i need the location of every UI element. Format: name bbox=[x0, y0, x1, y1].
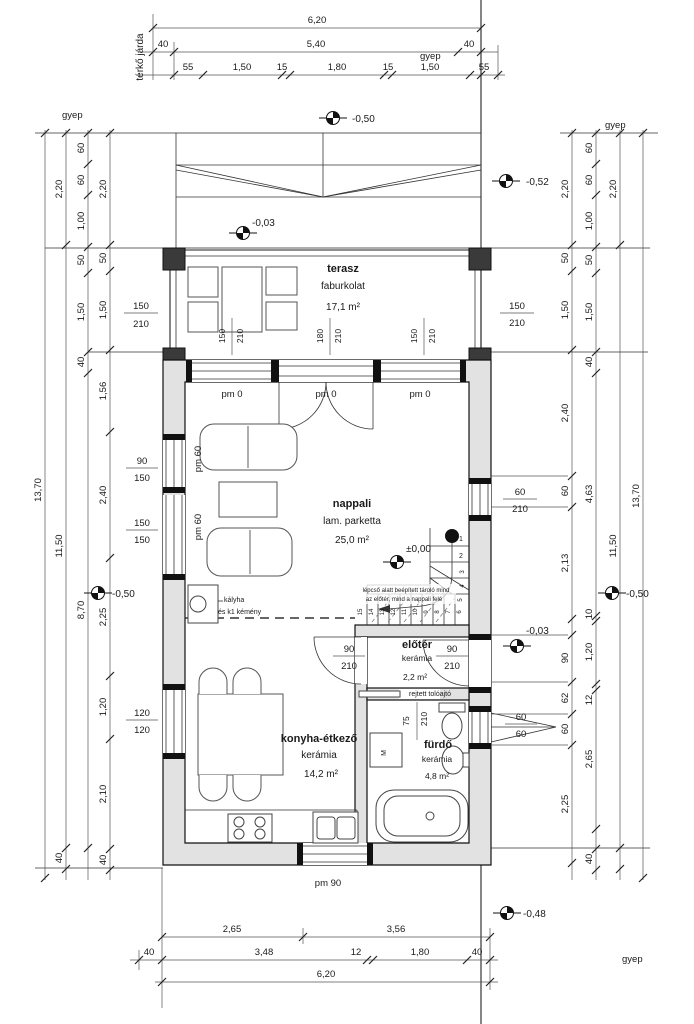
elevation-right: -0,50 bbox=[626, 589, 649, 600]
dim: 62 bbox=[560, 692, 571, 704]
room-furdo-name: fürdő bbox=[423, 739, 453, 751]
dim: 1,50 bbox=[584, 302, 595, 322]
opening-size: 210 bbox=[333, 328, 343, 344]
label-gyep-right: gyep bbox=[605, 120, 626, 131]
room-eloter-area: 2,2 m² bbox=[402, 672, 428, 682]
cooktop bbox=[228, 814, 272, 842]
label-pm60-2: pm 60 bbox=[193, 513, 204, 541]
dim: 3,48 bbox=[254, 947, 274, 958]
opening-size: 120 bbox=[134, 708, 150, 719]
label-pm0-3: pm 0 bbox=[409, 389, 431, 400]
stair-step: 3 bbox=[460, 570, 466, 574]
dim: 11,50 bbox=[608, 534, 619, 558]
dim: 1,20 bbox=[98, 697, 109, 717]
elevation-floor-zero: ±0,00 bbox=[406, 544, 431, 555]
opening-size: 150 bbox=[133, 301, 149, 312]
dim: 15 bbox=[382, 62, 394, 73]
dim: 8,70 bbox=[76, 600, 87, 620]
room-furdo-floor: kerámia bbox=[421, 754, 453, 764]
opening-size: 150 bbox=[134, 518, 150, 529]
dim: 50 bbox=[560, 252, 571, 264]
note-storage-2: az előtér, mind a nappali felé bbox=[365, 597, 443, 603]
dim: 40 bbox=[98, 854, 109, 866]
stair-step: 10 bbox=[413, 608, 419, 616]
dim: 12 bbox=[584, 694, 595, 706]
label-pm0-2: pm 0 bbox=[315, 389, 337, 400]
dim: 4,63 bbox=[584, 484, 595, 504]
opening-size: 75 bbox=[401, 716, 411, 726]
opening-size: 150 bbox=[509, 301, 525, 312]
dim: 60 bbox=[584, 174, 595, 186]
dim: 6,20 bbox=[316, 969, 336, 980]
stair-step: 5 bbox=[458, 598, 464, 602]
opening-size: 210 bbox=[235, 328, 245, 344]
dim: 60 bbox=[560, 485, 571, 497]
opening-size: 90 bbox=[343, 644, 355, 655]
dim: 40 bbox=[463, 39, 475, 50]
dim: 2,65 bbox=[584, 749, 595, 769]
dim: 1,80 bbox=[327, 62, 347, 73]
dim: 2,10 bbox=[98, 784, 109, 804]
dim: 60 bbox=[584, 142, 595, 154]
stair-step: 1 bbox=[459, 536, 463, 543]
dim: 40 bbox=[54, 852, 65, 864]
terrace-post bbox=[469, 248, 491, 270]
dim: 6,20 bbox=[307, 15, 327, 26]
note-kalyha-1: kályha bbox=[224, 597, 245, 604]
room-eloter-name: előtér bbox=[402, 639, 432, 651]
dim: 50 bbox=[76, 254, 87, 266]
terrace-table-set bbox=[188, 267, 297, 332]
dim: 60 bbox=[76, 174, 87, 186]
dim: 40 bbox=[584, 853, 595, 865]
dim: 1,50 bbox=[98, 300, 109, 320]
livingroom-furniture bbox=[200, 424, 297, 576]
stair-step: 14 bbox=[369, 608, 375, 616]
room-terasz-area: 17,1 m² bbox=[326, 302, 360, 313]
room-konyha-name: konyha-étkező bbox=[280, 733, 358, 745]
stair-step: 2 bbox=[459, 553, 463, 560]
opening-size: 90 bbox=[446, 644, 458, 655]
stair-step: 6 bbox=[457, 610, 463, 614]
room-nappali-area: 25,0 m² bbox=[335, 535, 369, 546]
room-terasz-floor: faburkolat bbox=[321, 281, 365, 292]
washing-machine bbox=[370, 733, 402, 767]
dim: 5,40 bbox=[306, 39, 326, 50]
opening-size: 150 bbox=[134, 473, 150, 484]
opening-size: 210 bbox=[419, 711, 429, 727]
dim: 1,56 bbox=[98, 381, 109, 401]
dim: 60 bbox=[76, 142, 87, 154]
room-konyha-area: 14,2 m² bbox=[304, 769, 338, 780]
stair-step: 8 bbox=[435, 610, 441, 614]
terrace-post bbox=[163, 348, 185, 360]
door-swings bbox=[279, 382, 469, 686]
dim: 40 bbox=[584, 356, 595, 368]
dim: 1,00 bbox=[584, 211, 595, 231]
dim: 2,20 bbox=[98, 179, 109, 199]
elevation-marker bbox=[598, 587, 626, 600]
stair-step: 13 bbox=[380, 608, 386, 616]
dim: 1,50 bbox=[76, 302, 87, 322]
dim: 1,80 bbox=[410, 947, 430, 958]
elevation-garden: -0,48 bbox=[523, 909, 546, 920]
label-pm60-1: pm 60 bbox=[193, 445, 204, 473]
elevation-marker bbox=[493, 907, 521, 920]
opening-size: 210 bbox=[509, 318, 525, 329]
dim: 3,56 bbox=[386, 924, 406, 935]
elevation-ramp-bottom: -0,03 bbox=[252, 218, 275, 229]
dim: 2,25 bbox=[560, 794, 571, 814]
sliding-door-panel bbox=[359, 691, 400, 697]
dim: 40 bbox=[157, 39, 169, 50]
label-pm0-1: pm 0 bbox=[221, 389, 243, 400]
dim: 2,20 bbox=[560, 179, 571, 199]
dim: 90 bbox=[560, 652, 571, 664]
room-nappali-floor: lam. parketta bbox=[323, 516, 381, 527]
dim: 13,70 bbox=[33, 478, 44, 502]
dim: 55 bbox=[478, 62, 490, 73]
label-gyep-left: gyep bbox=[62, 110, 83, 121]
dim: 12 bbox=[350, 947, 362, 958]
dim: 60 bbox=[560, 723, 571, 735]
elevation-left: -0,50 bbox=[112, 589, 135, 600]
dim: 13,70 bbox=[631, 484, 642, 508]
dim: 1,50 bbox=[232, 62, 252, 73]
label-gyep-bottom: gyep bbox=[622, 954, 643, 965]
dim: 2,20 bbox=[54, 179, 65, 199]
toilet-bowl bbox=[442, 713, 462, 739]
opening-size: 60 bbox=[515, 729, 527, 740]
elevation-marker bbox=[383, 556, 411, 569]
label-washer: M bbox=[381, 750, 388, 756]
elevation-marker bbox=[492, 175, 520, 188]
stair-start-dot bbox=[445, 529, 459, 543]
dim: 2,40 bbox=[560, 403, 571, 423]
dim: 11,50 bbox=[54, 534, 65, 558]
opening-size: 210 bbox=[444, 661, 460, 672]
dim: 15 bbox=[276, 62, 288, 73]
dim: 1,20 bbox=[584, 642, 595, 662]
opening-size: 150 bbox=[409, 328, 419, 344]
opening-size: 60 bbox=[514, 487, 526, 498]
toilet-tank bbox=[439, 703, 465, 712]
dim: 50 bbox=[584, 254, 595, 266]
elevation-marker bbox=[503, 640, 531, 653]
stair-step: 11 bbox=[402, 608, 408, 616]
room-konyha-floor: kerámia bbox=[301, 750, 337, 761]
note-sliding-door: rejtett tolóajtó bbox=[408, 691, 452, 698]
dim: 2,40 bbox=[98, 485, 109, 505]
dining-set bbox=[198, 668, 283, 801]
stove-chimney bbox=[188, 585, 223, 623]
opening-size: 150 bbox=[134, 535, 150, 546]
stair-step: 9 bbox=[424, 610, 430, 614]
elevation-ramp-side: -0,52 bbox=[526, 177, 549, 188]
dim: 2,25 bbox=[98, 607, 109, 627]
elevation-entry: -0,03 bbox=[526, 626, 549, 637]
opening-size: 120 bbox=[134, 725, 150, 736]
terrace-post bbox=[469, 348, 491, 360]
opening-size: 90 bbox=[136, 456, 148, 467]
room-terasz-name: terasz bbox=[327, 263, 359, 275]
dim: 40 bbox=[76, 356, 87, 368]
room-eloter-floor: kerámia bbox=[401, 653, 433, 663]
dim: 2,20 bbox=[608, 179, 619, 199]
opening-size: 60 bbox=[515, 712, 527, 723]
label-gyep-top: gyep bbox=[420, 51, 441, 62]
stair-step: 12 bbox=[391, 608, 397, 616]
stair-step: 4 bbox=[460, 584, 466, 588]
dim: 40 bbox=[143, 947, 155, 958]
opening-size: 210 bbox=[341, 661, 357, 672]
elevation-marker bbox=[319, 112, 347, 125]
dim: 55 bbox=[182, 62, 194, 73]
opening-size: 210 bbox=[512, 504, 528, 515]
stair-step: 15 bbox=[358, 608, 364, 616]
site-lines bbox=[35, 0, 658, 1024]
dim: 10 bbox=[584, 608, 595, 620]
room-nappali-name: nappali bbox=[332, 498, 372, 510]
room-furdo-area: 4,8 m² bbox=[424, 771, 450, 781]
driveway-ramp bbox=[176, 133, 481, 248]
dim: 2,65 bbox=[222, 924, 242, 935]
terrace-post bbox=[163, 248, 185, 270]
kitchen-counter bbox=[185, 810, 358, 843]
opening-size: 150 bbox=[217, 328, 227, 344]
note-storage-1: lépcső alatt beépített tároló mind bbox=[362, 588, 450, 594]
elevation-ramp-top: -0,50 bbox=[352, 114, 375, 125]
opening-size: 210 bbox=[133, 319, 149, 330]
note-kalyha-2: és k1 kémény bbox=[218, 609, 262, 616]
dim: 1,00 bbox=[76, 211, 87, 231]
label-terko-jarda: térkő járda bbox=[135, 33, 146, 81]
dim: 1,50 bbox=[560, 300, 571, 320]
dim: 50 bbox=[98, 252, 109, 264]
dim: 2,13 bbox=[560, 553, 571, 573]
stair-step: 7 bbox=[446, 610, 452, 614]
dim: 1,50 bbox=[420, 62, 440, 73]
opening-size: 210 bbox=[427, 328, 437, 344]
dim: 40 bbox=[471, 947, 483, 958]
label-pm90: pm 90 bbox=[314, 878, 342, 889]
opening-size: 180 bbox=[315, 328, 325, 344]
